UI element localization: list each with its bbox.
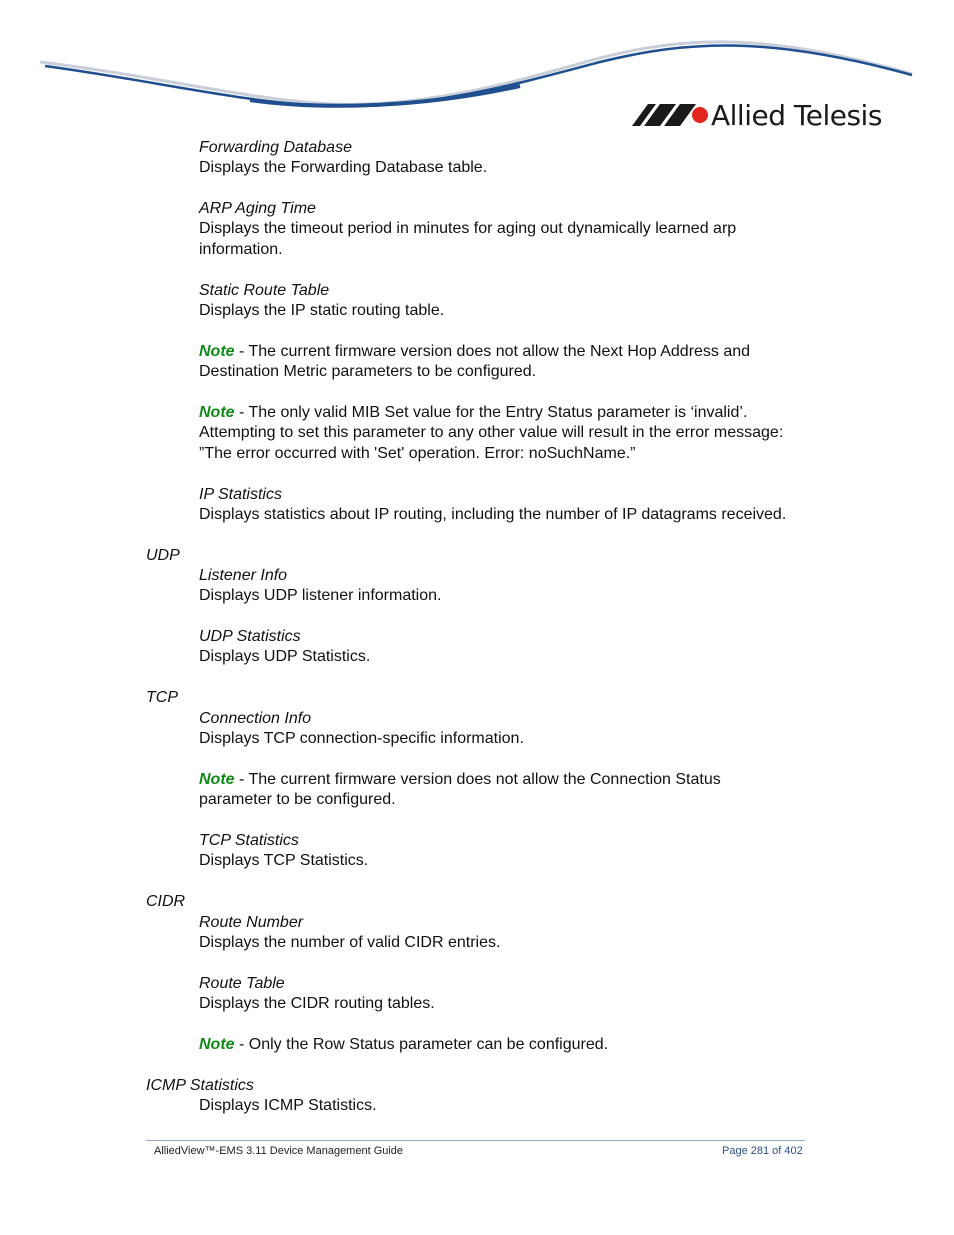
- note-2-text: - The only valid MIB Set value for the Entry Status parameter is ‘invalid’.: [234, 404, 748, 421]
- routenum-title: Route Number: [199, 914, 304, 931]
- fdb-desc: Displays the Forwarding Database table.: [199, 159, 488, 176]
- note-label: Note: [199, 771, 235, 788]
- routetable-desc: Displays the CIDR routing tables.: [199, 995, 435, 1012]
- note-3: [199, 770, 721, 790]
- arp-desc-2: information.: [199, 241, 283, 258]
- arp-title: ARP Aging Time: [199, 200, 316, 217]
- routetable-title: Route Table: [199, 975, 285, 992]
- note-4: [199, 1035, 608, 1055]
- footer-doc-title: AlliedView™-EMS 3.11 Device Management Guide: [154, 1145, 404, 1157]
- tcp-heading: TCP: [146, 689, 178, 706]
- note-label: Note: [199, 1036, 235, 1053]
- note-2-line2: Attempting to set this parameter to any other value will result in the error message:: [199, 424, 784, 441]
- listener-desc: Displays UDP listener information.: [199, 587, 442, 604]
- note-2: [199, 403, 747, 423]
- udpstat-title: UDP Statistics: [199, 628, 301, 645]
- fdb-title: Forwarding Database: [199, 139, 352, 156]
- tcpstat-desc: Displays TCP Statistics.: [199, 852, 369, 869]
- listener-title: Listener Info: [199, 567, 288, 584]
- note-4-text: - Only the Row Status parameter can be configured.: [234, 1036, 609, 1053]
- conn-desc: Displays TCP connection-specific information.: [199, 730, 524, 747]
- routenum-desc: Displays the number of valid CIDR entries.: [199, 934, 501, 951]
- note-2-line3: ”The error occurred with 'Set' operation. Error: noSuchName.”: [199, 445, 636, 462]
- logo-text: Allied Telesis: [711, 99, 882, 132]
- note-1: [199, 342, 750, 362]
- footer-page-number: Page 281 of 402: [722, 1145, 803, 1157]
- footer-divider: [146, 1140, 805, 1141]
- conn-title: Connection Info: [199, 710, 312, 727]
- cidr-heading: CIDR: [146, 893, 186, 910]
- note-label: Note: [199, 404, 235, 421]
- udp-heading: UDP: [146, 547, 180, 564]
- arp-desc-1: Displays the timeout period in minutes for aging out dynamically learned arp: [199, 220, 737, 237]
- udpstat-desc: Displays UDP Statistics.: [199, 648, 371, 665]
- icmp-desc: Displays ICMP Statistics.: [199, 1097, 377, 1114]
- srt-title: Static Route Table: [199, 282, 330, 299]
- note-label: Note: [199, 343, 235, 360]
- icmp-heading: ICMP Statistics: [146, 1077, 254, 1094]
- note-1-text: - The current firmware version does not allow the Next Hop Address and: [234, 343, 751, 360]
- srt-desc: Displays the IP static routing table.: [199, 302, 445, 319]
- note-3-line2: parameter to be configured.: [199, 791, 396, 808]
- note-3-text: - The current firmware version does not allow the Connection Status: [234, 771, 721, 788]
- tcpstat-title: TCP Statistics: [199, 832, 299, 849]
- allied-telesis-logo-icon: [630, 100, 710, 136]
- ipstat-desc: Displays statistics about IP routing, including the number of IP datagrams received.: [199, 506, 787, 523]
- ipstat-title: IP Statistics: [199, 486, 282, 503]
- note-1-line2: Destination Metric parameters to be configured.: [199, 363, 537, 380]
